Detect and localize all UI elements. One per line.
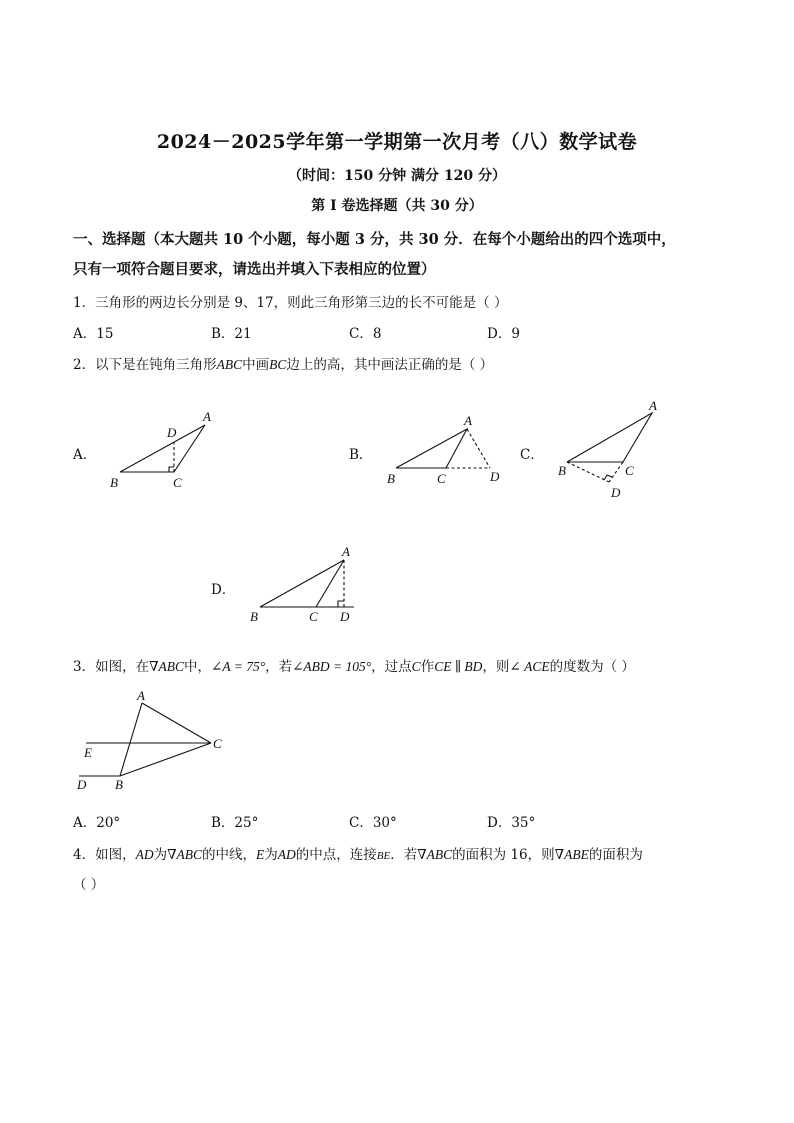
question-2-text: 2．以下是在钝角三角形ABC中画BC边上的高，其中画法正确的是（ ） (73, 357, 494, 373)
q2-option-a-label: A． (73, 447, 97, 463)
page-title: 2024－2025学年第一学期第一次月考（八）数学试卷 (156, 131, 638, 153)
svg-text:D: D (611, 485, 621, 500)
section-instructions-line1: 一、选择题（本大题共 10 个小题，每小题 3 分，共 30 分．在每个小题给出的四个选项中， (73, 231, 676, 248)
svg-text:C: C (437, 471, 446, 486)
q1-option-a: A．15 (73, 326, 114, 342)
q2-option-c-label: C． (520, 447, 544, 463)
svg-text:B: B (387, 471, 395, 486)
svg-text:D: D (167, 425, 177, 440)
q3-option-c: C．30° (349, 815, 397, 831)
volume-heading: 第 I 卷选择题（共 30 分） (311, 198, 483, 214)
svg-text:A: A (342, 544, 350, 559)
svg-text:B: B (115, 777, 123, 792)
svg-text:D: D (340, 609, 350, 624)
svg-text:C: C (625, 463, 634, 478)
q1-option-d: D．9 (487, 326, 520, 342)
question-3-text: 3．如图，在∇ABC中，∠A = 75°，若∠ABD = 105°，过点C作CE ∥ BD，则∠ ACE的度数为（ ） (73, 659, 635, 675)
svg-text:A: A (464, 413, 472, 428)
question-4-text: 4．如图，AD为∇ABC的中线，E为AD的中点，连接BE．若∇ABC的面积为 16，则∇ABE的面积为 (73, 847, 643, 863)
question-1-text: 1．三角形的两边长分别是 9、17，则此三角形第三边的长不可能是（ ） (73, 295, 508, 311)
section-instructions-line2: 只有一项符合题目要求，请选出并填入下表相应的位置） (73, 261, 436, 278)
svg-text:C: C (173, 475, 182, 490)
exam-time-score: （时间：150 分钟 满分 120 分） (288, 168, 506, 184)
svg-text:B: B (558, 463, 566, 478)
svg-text:C: C (309, 609, 318, 624)
q3-option-b: B．25° (211, 815, 259, 831)
q2-option-d-label: D． (211, 582, 236, 598)
svg-text:A: A (203, 409, 211, 424)
question-4-answer-bracket: （ ） (73, 877, 105, 893)
q1-option-c: C．8 (349, 326, 382, 342)
q3-option-d: D．35° (487, 815, 536, 831)
svg-text:A: A (137, 688, 145, 703)
svg-text:E: E (84, 745, 92, 760)
q1-option-b: B．21 (211, 326, 252, 342)
svg-text:B: B (250, 609, 258, 624)
q3-option-a: A．20° (73, 815, 121, 831)
svg-text:C: C (213, 736, 222, 751)
svg-text:B: B (110, 475, 118, 490)
q2-option-b-label: B． (349, 447, 373, 463)
svg-text:D: D (490, 469, 500, 484)
svg-text:A: A (649, 398, 657, 413)
svg-text:D: D (77, 777, 87, 792)
